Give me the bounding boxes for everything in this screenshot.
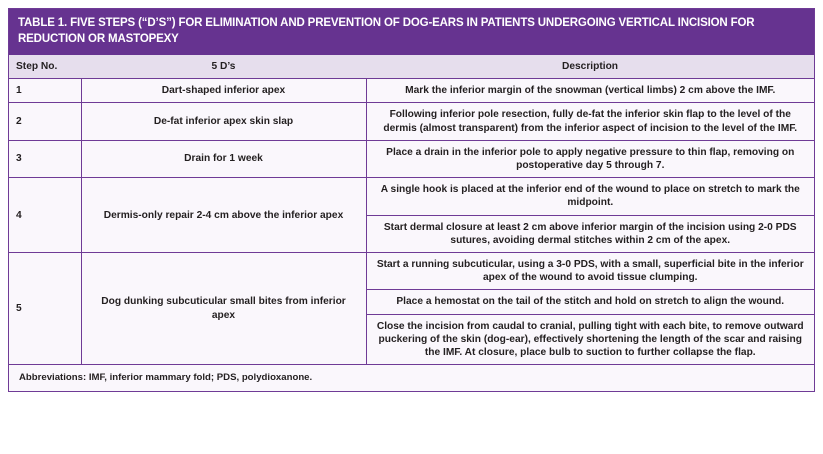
cell-five-ds: Dog dunking subcuticular small bites from inferior apex bbox=[81, 253, 366, 365]
cell-step-no: 2 bbox=[9, 103, 81, 140]
column-header-step-no: Step No. bbox=[9, 55, 81, 79]
table-footnote: Abbreviations: IMF, inferior mammary fold; PDS, polydioxanone. bbox=[9, 364, 814, 391]
steps-table bbox=[9, 55, 814, 364]
cell-five-ds: Dermis-only repair 2-4 cm above the inferior apex bbox=[81, 178, 366, 253]
cell-five-ds: De-fat inferior apex skin slap bbox=[81, 103, 366, 140]
cell-description: Start dermal closure at least 2 cm above inferior margin of the incision using 2-0 PDS sutures, avoiding dermal stitches within 2 cm of the apex. bbox=[366, 215, 814, 252]
cell-step-no: 1 bbox=[9, 79, 81, 103]
cell-description: Close the incision from caudal to cranial, pulling tight with each bite, to remove outward puckering of the skin (dog-ear), effectively shortening the length of the scar and raising the IMF. At closure, place bulb to suction to further collapse the flap. bbox=[366, 314, 814, 364]
cell-description: Start a running subcuticular, using a 3-0 PDS, with a small, superficial bite in the inferior apex of the wound to avoid tissue clumping. bbox=[366, 253, 814, 290]
table-row bbox=[9, 253, 814, 290]
table-caption: TABLE 1. FIVE STEPS (“D’S”) FOR ELIMINATION AND PREVENTION OF DOG-EARS IN PATIENTS UNDERGOING VERTICAL INCISION FOR REDUCTION OR MASTOPEXY bbox=[9, 9, 814, 55]
column-header-five-ds: 5 D’s bbox=[81, 55, 366, 79]
cell-description: Place a hemostat on the tail of the stitch and hold on stretch to align the wound. bbox=[366, 290, 814, 314]
table-row bbox=[9, 178, 814, 215]
cell-step-no: 3 bbox=[9, 140, 81, 177]
table-container bbox=[8, 8, 815, 392]
table-body bbox=[9, 79, 814, 365]
cell-description: Place a drain in the inferior pole to apply negative pressure to thin flap, removing on postoperative day 5 through 7. bbox=[366, 140, 814, 177]
cell-step-no: 5 bbox=[9, 253, 81, 365]
cell-five-ds: Drain for 1 week bbox=[81, 140, 366, 177]
cell-description: A single hook is placed at the inferior end of the wound to place on stretch to mark the midpoint. bbox=[366, 178, 814, 215]
cell-step-no: 4 bbox=[9, 178, 81, 253]
cell-description: Following inferior pole resection, fully de-fat the inferior skin flap to the level of the dermis (almost transparent) from the inferior aspect of incision to the level of the IMF. bbox=[366, 103, 814, 140]
table-row bbox=[9, 140, 814, 177]
table-row bbox=[9, 79, 814, 103]
table-row bbox=[9, 103, 814, 140]
table-head bbox=[9, 55, 814, 79]
header-row bbox=[9, 55, 814, 79]
cell-five-ds: Dart-shaped inferior apex bbox=[81, 79, 366, 103]
cell-description: Mark the inferior margin of the snowman (vertical limbs) 2 cm above the IMF. bbox=[366, 79, 814, 103]
column-header-description: Description bbox=[366, 55, 814, 79]
